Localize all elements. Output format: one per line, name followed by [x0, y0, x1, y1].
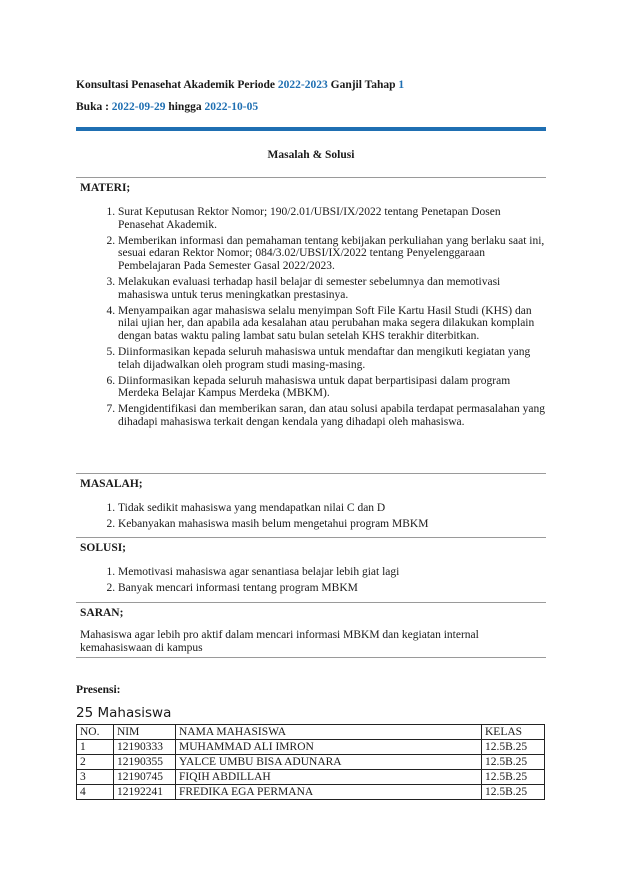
solusi-title: SOLUSI; — [80, 542, 127, 554]
accent-divider — [76, 127, 546, 131]
table-row — [77, 785, 545, 800]
table-header-row — [77, 725, 545, 740]
student-name: YALCE UMBU BISA ADUNARA — [176, 755, 482, 770]
start-date: 2022-09-29 — [111, 101, 166, 113]
list-item: 2. Memberikan informasi dan pemahaman tentang kebijakan perkuliahan yang berlaku saat ini, sesuai edaran Rektor Nomor; 084/3.02/UBSI/IX/2022 tentang Penyelenggaraan Pembelajaran Pada Semester Gasal 2022/2023. — [118, 235, 546, 273]
list-item: 5. Diinformasikan kepada seluruh mahasiswa untuk mendaftar dan mengikuti kegiatan yang telah dijadwalkan oleh program studi masing-masing. — [118, 346, 546, 371]
row-number: 3 — [77, 770, 114, 785]
open-period — [76, 101, 258, 113]
column-header: KELAS — [482, 725, 545, 740]
student-nim: 12190745 — [114, 770, 176, 785]
title-middle: Ganjil Tahap — [327, 79, 399, 91]
student-class: 12.5B.25 — [482, 770, 545, 785]
materi-section — [76, 177, 546, 432]
row-number: 1 — [77, 740, 114, 755]
solusi-section — [76, 537, 546, 598]
document-title — [76, 79, 404, 91]
list-item: 3. Melakukan evaluasi terhadap hasil belajar di semester sebelumnya dan memotivasi mahasiswa untuk terus meningkatkan prestasinya. — [118, 276, 546, 301]
section-heading: Masalah & Solusi — [267, 149, 355, 161]
list-item: 2. Kebanyakan mahasiswa masih belum mengetahui program MBKM — [118, 518, 546, 531]
student-name: FREDIKA EGA PERMANA — [176, 785, 482, 800]
open-label: Buka : — [76, 101, 112, 113]
student-nim: 12192241 — [114, 785, 176, 800]
list-item: 4. Menyampaikan agar mahasiswa selalu menyimpan Soft File Kartu Hasil Studi (KHS) dan nilai ujian her, dan apabila ada kesalahan atau perubahan maka segera dilakukan komplain dengan batas waktu paling lambat satu bulan setelah KHS terakhir diterbitkan. — [118, 305, 546, 343]
list-item: 2. Banyak mencari informasi tentang program MBKM — [118, 582, 546, 595]
materi-list — [76, 206, 546, 429]
list-item: 7. Mengidentifikasi dan memberikan saran, dan atau solusi apabila terdapat permasalahan yang dihadapi mahasiswa terkait dengan kendala yang dihadapi oleh mahasiswa. — [118, 403, 546, 428]
attendance-count: 25 Mahasiswa — [76, 705, 172, 721]
attendance-table — [76, 724, 545, 800]
student-name: MUHAMMAD ALI IMRON — [176, 740, 482, 755]
column-header: NO. — [77, 725, 114, 740]
saran-text: Mahasiswa agar lebih pro aktif dalam mencari informasi MBKM dan kegiatan internal kemahasiswaan di kampus — [80, 629, 479, 654]
title-prefix: Konsultasi Penasehat Akademik Periode — [76, 79, 278, 91]
row-number: 2 — [77, 755, 114, 770]
student-class: 12.5B.25 — [482, 740, 545, 755]
table-row — [77, 770, 545, 785]
list-item: 1. Surat Keputusan Rektor Nomor; 190/2.01/UBSI/IX/2022 tentang Penetapan Dosen Penasehat Akademik. — [118, 206, 546, 231]
section-divider — [76, 657, 546, 658]
solusi-list — [76, 566, 546, 595]
column-header: NIM — [114, 725, 176, 740]
end-date: 2022-10-05 — [204, 101, 259, 113]
list-item: 1. Tidak sedikit mahasiswa yang mendapatkan nilai C dan D — [118, 502, 546, 515]
masalah-section — [76, 473, 546, 534]
student-name: FIQIH ABDILLAH — [176, 770, 482, 785]
table-row — [77, 755, 545, 770]
row-number: 4 — [77, 785, 114, 800]
materi-title: MATERI; — [80, 182, 131, 194]
student-class: 12.5B.25 — [482, 785, 545, 800]
list-item: 1. Memotivasi mahasiswa agar senantiasa belajar lebih giat lagi — [118, 566, 546, 579]
until-label: hingga — [165, 101, 205, 113]
period-value: 2022-2023 — [277, 79, 328, 91]
masalah-title: MASALAH; — [80, 478, 143, 490]
table-row — [77, 740, 545, 755]
saran-section — [76, 602, 546, 655]
student-class: 12.5B.25 — [482, 755, 545, 770]
presensi-label: Presensi: — [76, 684, 121, 696]
student-nim: 12190355 — [114, 755, 176, 770]
stage-value: 1 — [398, 79, 405, 91]
masalah-list — [76, 502, 546, 531]
column-header: NAMA MAHASISWA — [176, 725, 482, 740]
list-item: 6. Diinformasikan kepada seluruh mahasiswa untuk dapat berpartisipasi dalam program Merdeka Belajar Kampus Merdeka (MBKM). — [118, 375, 546, 400]
saran-title: SARAN; — [80, 607, 124, 619]
student-nim: 12190333 — [114, 740, 176, 755]
